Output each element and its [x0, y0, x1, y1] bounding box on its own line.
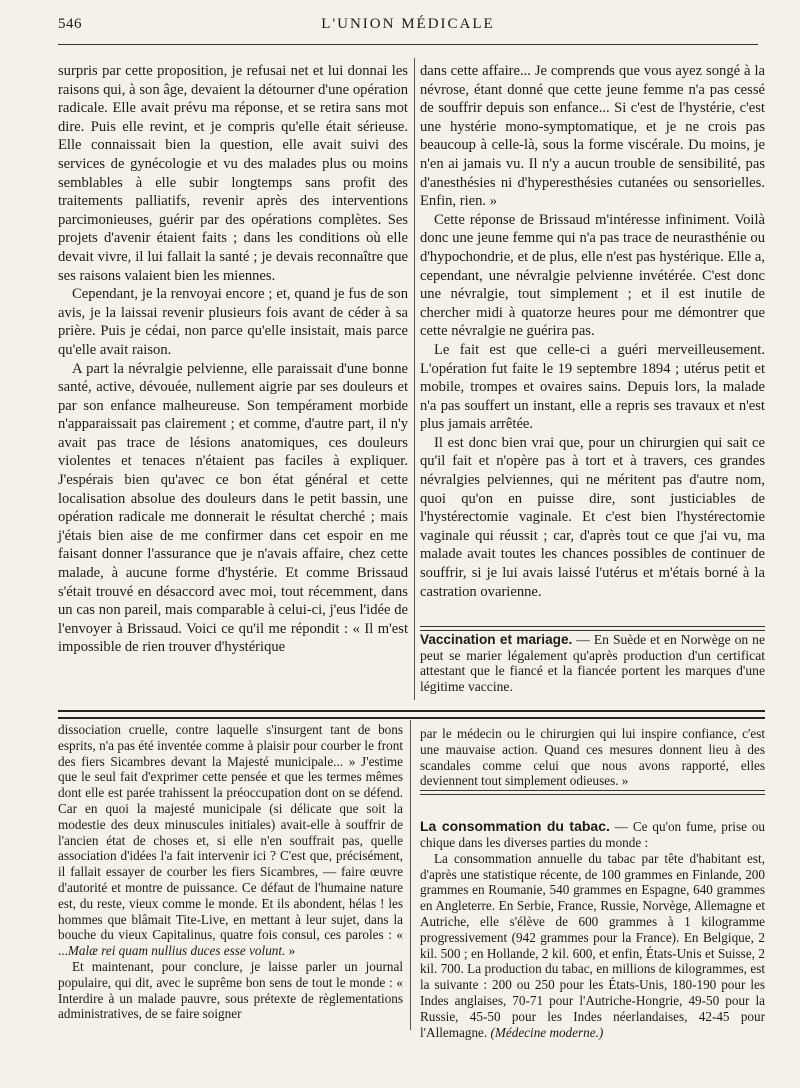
double-rule [58, 710, 765, 719]
paragraph: surpris par cette proposition, je refusai net et lui donnai les raisons qui, à son âge, devaient la détourner d'une opération radicale. Elle avait prévu ma réponse, et se retira sans mot dire. Puis elle revint, et je compris qu'elle était sérieuse. Elle connaissait bien la question, elle avait suivi des services de gynécologie et vu des malades plus ou moins semblables à elle subir longtemps sans profit des traitements palliatifs, revenir après des interventions parcimonieuses, guérir par des opérations complètes. Ses projets d'avenir étaient faits ; dans les conditions où elle devait vivre, il lui fallait la santé ; je devais reconnaître que ses raisons valaient bien les miennes. [58, 63, 408, 284]
bottom-left-column [58, 722, 403, 1022]
note-text: — En Suède et en Norwège on ne peut se marier légalement qu'après production d'un certificat attestant que le fiancé et la fiancée portent les marques d'une légitime vaccine. [420, 632, 765, 694]
tabac-body: La consommation annuelle du tabac par tête d'habitant est, d'après une statistique récente, de 100 grammes en Finlande, 200 grammes en Roumanie, 540 grammes en Espagne, 640 grammes en Angleterre. En Serbie, France, Russie, Norvège, Allemagne et Autriche, elle s'élève de 600 grammes à 1 kilogramme progressivement (942 grammes pour la France). En Belgique, 2 kil. 500 ; en Hollande, 2 kil. 600, et enfin, États-Unis et Suisse, 2 kil. 700. La production du tabac, en millions de kilogrammes, est la suivante : 200 ou 250 pour les États-Unis, 180-190 pour les Indes anglaises, 70-71 pour l'Autriche-Hongrie, 49-50 pour la Russie, 45-50 pour les Indes néerlandaises, 42-45 pour l'Allemagne. [420, 850, 765, 1040]
paragraph [58, 722, 403, 959]
left-column [58, 62, 408, 657]
paragraph: Et maintenant, pour conclure, je laisse parler un journal populaire, qui dit, avec le suprême bon sens de tout le monde : « Interdire à un malade pauvre, sous prétexte de règlementations administratives, de se faire soigner [58, 958, 403, 1022]
quote-close: » [285, 943, 296, 959]
page-number: 546 [58, 16, 82, 32]
page-header [58, 16, 758, 40]
paragraph-text: dissociation cruelle, contre laquelle s'insurgent tant de bons esprits, n'a pas été inventée comme à plaisir pour courber le front des fiers Sicambres devant la Majesté municipale... » J'estime que le seul fait d'exprimer cette pensée et que les termes mêmes dont elle est parée trahissent la préoccupation dont on se défend. Car en quoi la majesté municipale (si délicate que soit la modestie des deux minuscules initiales) avait-elle à souffrir de l'ancien état de choses et, si elle n'en souffrait pas, quelle association d'idées l'a fait intervenir ici ? C'est que, précisément, il fallait essayer de courber les fiers Sicambres, — faire œuvre d'autorité et montre de puissance. Ce défaut de l'humaine nature est, du reste, vieux comme le monde. Et ils abondent, hélas ! les hommes que blâmait Tite-Live, en mettant à leur sujet, dans la bouche du vieux Capitalinus, quatre fois consul, ces paroles : « ... [58, 722, 403, 959]
tabac-heading [420, 819, 765, 851]
latin-quote: Malæ rei quam nullius duces esse volunt. [67, 943, 286, 959]
column-divider [414, 58, 415, 700]
header-rule [58, 44, 758, 45]
journal-title: L'UNION MÉDICALE [321, 16, 495, 32]
vaccination-note [420, 632, 765, 694]
section-rule [420, 626, 765, 631]
paragraph: Il est donc bien vrai que, pour un chirurgien qui sait ce qu'il fait et n'opère pas à tort et à travers, ces grandes névralgies pelviennes, qui ne méritent pas d'autre nom, quoi qu'on en puisse dire, sont justiciables de l'hystérectomie vaginale. Et c'est bien l'hystérectomie vaginale qui réussit ; car, d'après tout ce que j'ai vu, ma malade avait toutes les chances possibles de continuer de souffrir, si je lui avais laissé l'utérus et m'étais borné à la castration ovarienne. [420, 434, 765, 600]
section-rule [420, 790, 765, 795]
paragraph: dans cette affaire... Je comprends que vous ayez songé à la névrose, étant donné que cette jeune femme n'a pas cessé de souffrir depuis son enfance... Si c'est de l'hystérie, c'est une hystérie mono-symptomatique, et je ne crois pas beaucoup à celle-là, sous la forme viscérale. Du moins, je n'en ai jamais vu. Il n'y a aucun trouble de sensibilité, pas d'anesthésies ni d'hyperesthésies cutanées ou sensorielles. Enfin, rien. » [420, 63, 765, 210]
paragraph [420, 851, 765, 1041]
column-divider [410, 720, 411, 1030]
paragraph: Cette réponse de Brissaud m'intéresse infiniment. Voilà donc une jeune femme qui n'a pas trace de neurasthénie ou d'hypochondrie, et de plus, elle n'est pas hystérique. Elle a, cependant, une névralgie pelvienne invétérée. C'est donc une névralgie, tout simplement ; et il est inutile de chercher midi à quatorze heures pour me démontrer que cette névralgie ne guérira pas. [420, 211, 765, 340]
section-title: La consommation du tabac. [420, 818, 610, 835]
paragraph: par le médecin ou le chirurgien qui lui inspire confiance, c'est une mauvaise action. Quand ces mesures donnent lieu à des scandales comme celui que nous avons rapporté, elles deviennent tout simplement odieuses. » [420, 726, 765, 789]
paragraph: A part la névralgie pelvienne, elle paraissait d'une bonne santé, active, dévouée, nullement aigrie par ses douleurs et par son enfance malheureuse. Son tempérament morbide n'apparaissait pas clairement ; et comme, d'autre part, il n'y avait pas trace de lésions anatomiques, ces douleurs violentes et tenaces n'étaient pas faciles à expliquer. J'espérais bien qu'avec ce bon état général et cette localisation absolue des douleurs dans le petit bassin, une opération radicale me donnerait le résultat cherché ; mais j'étais bien aise de me confirmer dans cet espoir en me faisant donner l'assurance que je n'avais affaire, chez cette malade, à aucune forme d'hystérie. Et comme Brissaud s'était trouvé en désaccord avec moi, tout récemment, dans un cas non pareil, mais comparable à celui-ci, j'eus l'idée de l'envoyer à Brissaud. Voici ce qu'il me répondit : « Il m'est impossible de rien trouver d'hystérique [58, 360, 408, 656]
section-intro: — Ce qu'on fume, prise ou chique dans les diverses parties du monde : [420, 819, 766, 850]
note-title: Vaccination et mariage. [420, 632, 573, 647]
bottom-right-column [420, 726, 765, 1040]
paragraph: Cependant, je la renvoyai encore ; et, quand je fus de son avis, je la laissai revenir plusieurs fois avant de céder à sa prière. Puis je cédai, non parce qu'elle insistait, mais parce qu'elle avait raison. [58, 286, 408, 358]
source-citation: (Médecine moderne.) [490, 1024, 604, 1040]
right-column [420, 62, 765, 601]
paragraph: Le fait est que celle-ci a guéri merveilleusement. L'opération fut faite le 19 septembre 1894 ; utérus petit et mobile, trompes et ovaires sains. Depuis lors, la malade n'a pas souffert un instant, elle a repris ses travaux et n'est plus jamais arrêtée. [420, 341, 765, 433]
